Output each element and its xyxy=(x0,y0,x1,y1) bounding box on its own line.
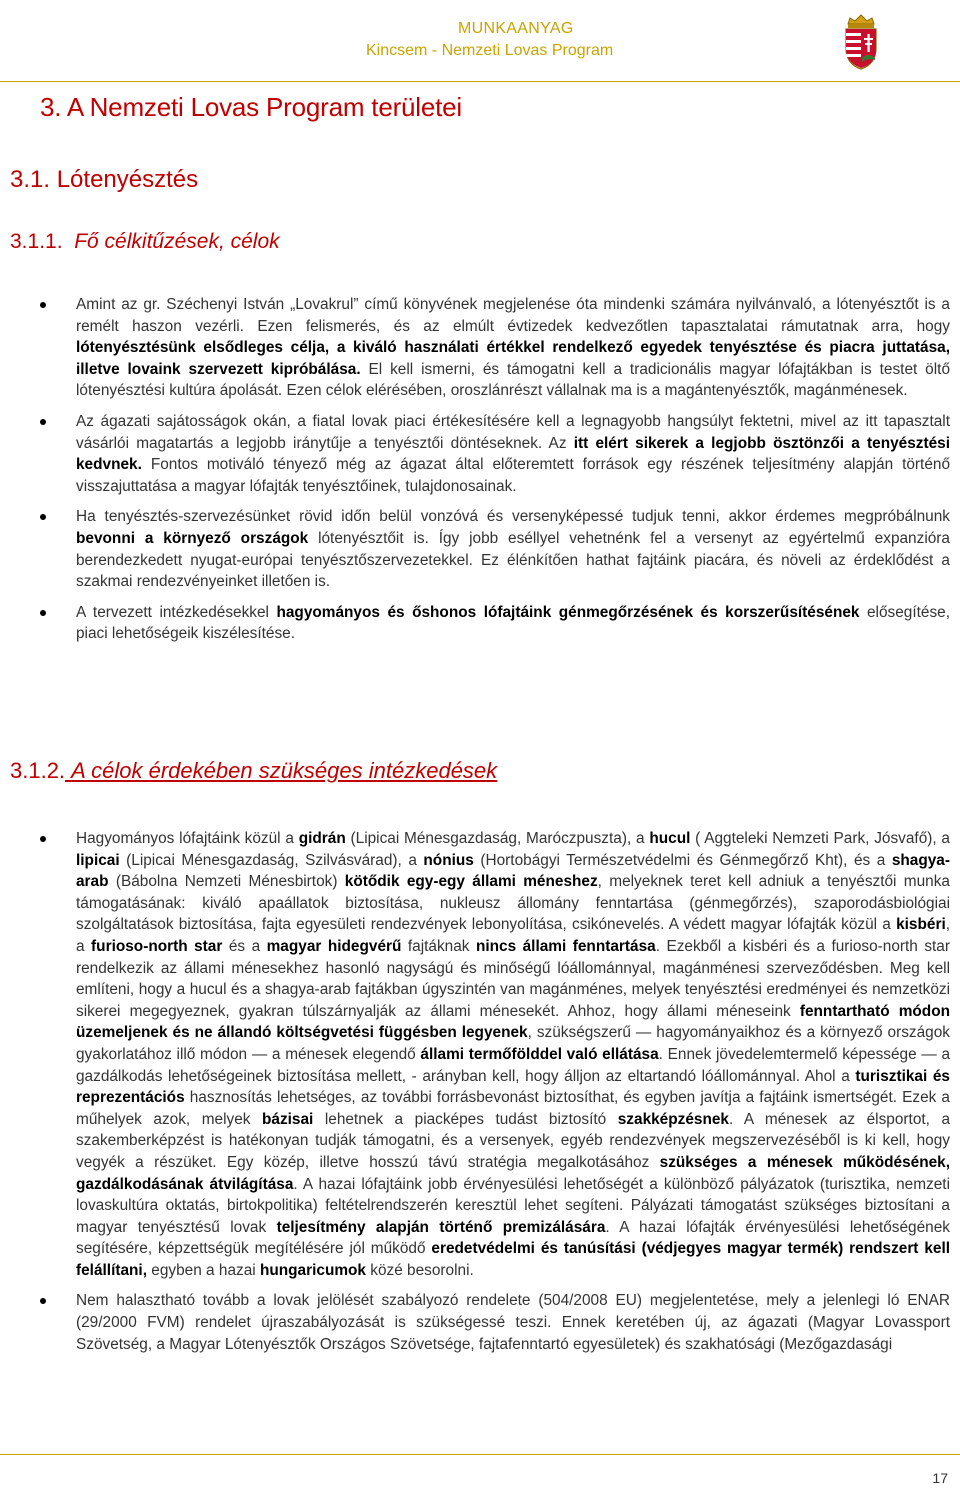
footer-divider xyxy=(0,1454,960,1455)
list-item xyxy=(0,506,960,592)
bold-text: magyar hidegvérű xyxy=(266,937,402,955)
text-run: El kell ismerni, és támogatni kell a tradicionális magyar lófajtákban is testet öltő lótenyésztési kultúra ápolását. Ezen célok elérésében, oroszlánrészt vállalnak ma is a magántenyésztők, magánménesek. xyxy=(76,360,950,400)
bold-text: bázisai xyxy=(261,1110,314,1128)
bold-text: szükséges a ménesek működésének, gazdálkodásának átvilágítása xyxy=(76,1153,950,1193)
bold-text: teljesítmény alapján történő premizálására xyxy=(276,1218,606,1236)
section-3-1-2-title: A célok érdekében szükséges intézkedések xyxy=(71,758,498,783)
text-run: Hagyományos lófajtáink közül a xyxy=(76,830,299,847)
bold-text: gidrán xyxy=(298,830,346,847)
text-run: lehetnek a piacképes tudást biztosító xyxy=(313,1110,618,1128)
text-run: . A hazai lófajták érvényesülési lehetőségének segítésére, képzettségük megítélésére jól működő xyxy=(76,1218,950,1258)
goals-bullet-list xyxy=(0,294,960,654)
list-item xyxy=(0,828,960,1281)
bold-text: nónius xyxy=(423,851,474,869)
bold-text: szakképzésnek xyxy=(617,1110,729,1128)
hungarian-coat-of-arms-icon xyxy=(840,14,882,70)
text-run: , szükségszerű — hagyományaikhoz és a környező országok gyakorlatához illő módon — a ménesek elegendő xyxy=(76,1024,950,1063)
text-run: Fontos motiváló tényező még az ágazat által előteremtett források egy részének teljesítmény alapján történő visszajuttatása a magyar lófajták tenyésztőinek, tulajdonosainak. xyxy=(76,456,950,495)
section-3-1-1-title: Fő célkitűzések, célok xyxy=(74,230,280,253)
text-run: hasznosítás lehetséges, az további forrásbevonást biztosíthat, és egyben javítja a fajtáink ismertségét. Ezek a műhelyek azok, melyek xyxy=(76,1089,950,1128)
section-3-1-2-number: 3.1.2. xyxy=(10,758,66,783)
page-header xyxy=(0,14,960,70)
bullet-icon xyxy=(40,610,46,616)
text-run: fajtáknak xyxy=(401,937,476,955)
bullet-icon xyxy=(40,514,46,520)
header-watermark-label: MUNKAANYAG xyxy=(458,20,574,37)
text-run: . A hazai lófajtáink jobb érvényesülési lehetőségét a különböző pályázatok (turisztika, nemzeti lovaskultúra oktatás, birtokpolitika) feltételrendszerén keresztül lehet segíteni. Pályázati támogatást szükséges biztosítani a magyar tenyésztésű lovak xyxy=(76,1175,950,1236)
section-3-1-1-number: 3.1.1. xyxy=(10,230,63,253)
bold-text: bevonni a környező országok xyxy=(76,529,309,547)
bullet-icon xyxy=(40,836,46,842)
header-divider xyxy=(0,81,960,82)
header-program-title: Kincsem - Nemzeti Lovas Program xyxy=(366,42,614,59)
text-run: , melyeknek teret kell adniuk a tenyésztői munka támogatásának: kiváló apaállatok biztosítása, nukleusz állomány fenntartása (génmegőrzés), szaporodásbiológiai szolgáltatások biztosítása, fajta egyesületi rendezvények lebonyolítása, csikónevelés. A védett magyar lófajták közül a xyxy=(76,873,950,934)
bold-text: fenntartható módon üzemeljenek és ne állandó költségvetési függésben legyenek xyxy=(76,1002,950,1042)
bullet-icon xyxy=(40,419,46,425)
text-run: A tervezett intézkedésekkel xyxy=(76,603,277,621)
list-item xyxy=(0,294,960,402)
measures-bullet-list xyxy=(0,828,960,1364)
text-run: lótenyésztőit is. Így jobb eséllyel vehetnénk fel a versenyt az egyértelmű expanzióra berendezkedett nyugat-európai tenyésztőszervezetekkel. Ez élénkítően hathat fajtáink piacára, és növeli az érdeklődést a szakmai rendezvényeinket illetően is. xyxy=(76,529,950,591)
page-number: 17 xyxy=(932,1470,948,1486)
text-run: Ha tenyésztés-szervezésünket rövid időn belül vonzóvá és versenyképessé tudjuk tenni, akkor érdemes megpróbálnunk xyxy=(76,508,950,526)
text-run: . A ménesek az élsportot, a szakemberképzést is hatékonyan tudják támogatni, és a versenyek, egyéb rendezvények megszervezéséből is ki kell, hogy vegyék a részüket. Egy közép, illetve hosszú távú stratégia megalkotásához xyxy=(76,1110,951,1171)
bold-text: furioso-north star xyxy=(91,937,223,955)
bold-text: itt elért sikerek a legjobb ösztönzői a tenyésztési kedvnek. xyxy=(76,434,950,474)
list-item xyxy=(0,411,960,497)
bold-text: lótenyésztésünk elsődleges célja, a kiváló használati értékkel rendelkező egyedek tenyésztése és piacra juttatása, illetve lovaink szervezett kipróbálása. xyxy=(76,339,950,378)
bold-text: shagya-arab xyxy=(76,851,950,891)
list-item xyxy=(0,1290,960,1355)
bold-text: turisztikai és reprezentációs xyxy=(76,1067,950,1107)
text-run: Amint az gr. Széchenyi István „Lovakrul” című könyvének megjelenése óta mindenki számára nyilvánvaló, a lótenyésztőt is a remélt haszon vezérli. Ezen felismerés, és az elmúlt évtizedek kedvezőtlen tapasztalatai rámutatnak arra, hogy xyxy=(76,296,950,335)
bold-text: kötődik egy-egy állami méneshez xyxy=(344,873,598,891)
text-run: (Hortobágyi Természetvédelmi és Génmegőrző Kht), és a xyxy=(473,851,892,869)
text-run: Az ágazati sajátosságok okán, a fiatal lovak piaci értékesítésére kell a legnagyobb hangsúlyt fektetni, mivel az itt tapasztalt vásárlói magatartás a legjobb iránytűje a tenyésztői döntéseknek. Az xyxy=(76,412,950,452)
text-run: közé besorolni. xyxy=(366,1261,474,1279)
bold-text: hucul xyxy=(649,830,691,847)
section-3-1-2-heading xyxy=(10,758,497,784)
section-3-heading: 3. A Nemzeti Lovas Program területei xyxy=(40,92,463,122)
bold-text: kisbéri xyxy=(896,916,946,934)
bullet-icon xyxy=(40,302,46,308)
bold-text: eredetvédelmi és tanúsítási (védjegyes magyar termék) rendszert kell felállítani, xyxy=(76,1240,950,1279)
text-run: , a xyxy=(76,916,950,955)
text-run: (Lipicai Ménesgazdaság, Maróczpuszta), a xyxy=(345,830,650,847)
text-run: elősegítése, piaci lehetőségeik kiszélesítése. xyxy=(76,603,950,643)
bold-text: hungaricumok xyxy=(259,1261,366,1279)
text-run: Nem halasztható tovább a lovak jelölését szabályozó rendelete (504/2008 EU) megjelentetése, mely a jelenlegi ló ENAR (29/2000 FVM) rendelet újraszabályozását is szükségessé teszi. Ennek keretében új, az ágazati (Magyar Lovassport Szövetség, a Magyar Lótenyésztők Országos Szövetsége, fajtafenntartó egyesületek) és szakhatósági (Mezőgazdasági xyxy=(76,1292,950,1353)
bullet-icon xyxy=(40,1298,46,1304)
bold-text: állami termőfölddel való ellátása xyxy=(420,1045,659,1063)
section-3-1-heading: 3.1. Lótenyésztés xyxy=(10,166,199,193)
bold-text: nincs állami fenntartása xyxy=(475,937,656,955)
text-run: (Bábolna Nemzeti Ménesbirtok) xyxy=(108,873,345,891)
text-run: egyben a hazai xyxy=(147,1261,260,1279)
bold-text: hagyományos és őshonos lófajtáink génmegőrzésének és korszerűsítésének xyxy=(276,603,860,621)
text-run: . Ezekből a kisbéri és a furioso-north star rendelkezik az állami ménesekhez hasonló nagyságú és minőségű lóállománnyal, magánménesi szerveződésben. Meg kell említeni, hogy a hucul és a shagya-arab fajtákban úgyszintén van magánménes, melyek tenyésztési eredményei és nemzetközi sikerei megegyeznek, gyakran túlszárnyalják az állami ménesekét. Ahhoz, hogy állami méneseink xyxy=(76,937,950,1020)
section-3-1-1-heading xyxy=(10,230,280,254)
text-run: . Ennek jövedelemtermelő képessége — a gazdálkodás lehetőségeinek biztosítása mellett, - arányban kell, hogy álljon az eltartandó lóállománnyal. Ahol a xyxy=(76,1045,951,1085)
text-run: és a xyxy=(222,937,267,955)
text-run: ( Aggteleki Nemzeti Park, Jósvafő), a xyxy=(690,830,950,847)
bold-text: lipicai xyxy=(76,851,120,869)
text-run: (Lipicai Ménesgazdaság, Szilvásvárad), a xyxy=(119,851,424,869)
list-item xyxy=(0,602,960,645)
